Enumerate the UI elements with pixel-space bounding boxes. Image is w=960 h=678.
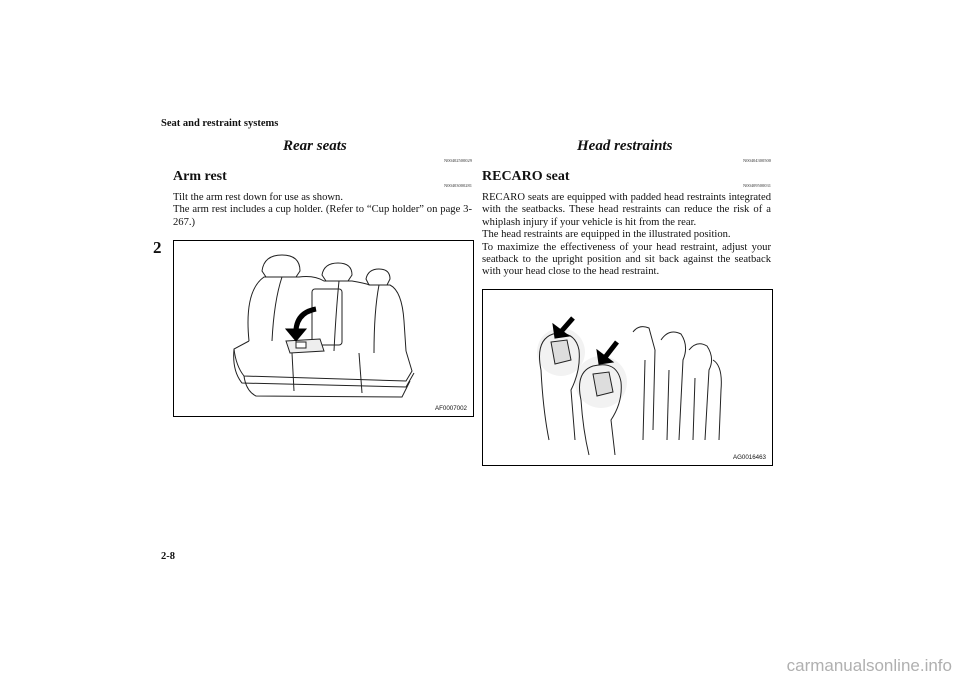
subsection-heading-recaro-seat: RECARO seat [482, 169, 570, 184]
figure-rear-seat-armrest [173, 240, 474, 417]
running-header: Seat and restraint systems [161, 118, 279, 129]
recaro-seat-body [482, 192, 771, 279]
watermark-text: carmanualsonline.info [786, 656, 952, 675]
subsection-heading-arm-rest: Arm rest [173, 169, 227, 184]
paragraph: The arm rest includes a cup holder. (Refer to “Cup holder” on page 3-267.) [173, 204, 472, 228]
figure-recaro-head-restraints [482, 289, 773, 466]
arm-rest-body [173, 192, 472, 229]
figure-label: AF0007002 [435, 405, 467, 412]
section-code: N00404300500 [743, 158, 771, 163]
section-code: N00402500029 [444, 158, 472, 163]
figure-label: AG0016463 [732, 454, 766, 461]
page-number: 2-8 [161, 551, 175, 562]
paragraph: The head restraints are equipped in the illustrated position. [482, 229, 731, 241]
paragraph: RECARO seats are equipped with padded head restraints integrated with the seatbacks. These head restraints can reduce the risk of a whiplash injury if your vehicle is hit from the rear. [482, 192, 771, 228]
paragraph: Tilt the arm rest down for use as shown. [173, 192, 343, 203]
rear-seat-illustration [174, 241, 473, 416]
subsection-code: N00403000281 [444, 183, 472, 188]
section-title-rear-seats: Rear seats [283, 138, 347, 154]
chapter-number: 2 [153, 238, 162, 257]
recaro-seat-illustration [483, 290, 772, 465]
subsection-code: N00409500031 [743, 183, 771, 188]
section-title-head-restraints: Head restraints [577, 138, 673, 154]
paragraph: To maximize the effectiveness of your head restraint, adjust your seatback to the upright position and sit back against the seatback with your head close to the head restraint. [482, 241, 771, 278]
